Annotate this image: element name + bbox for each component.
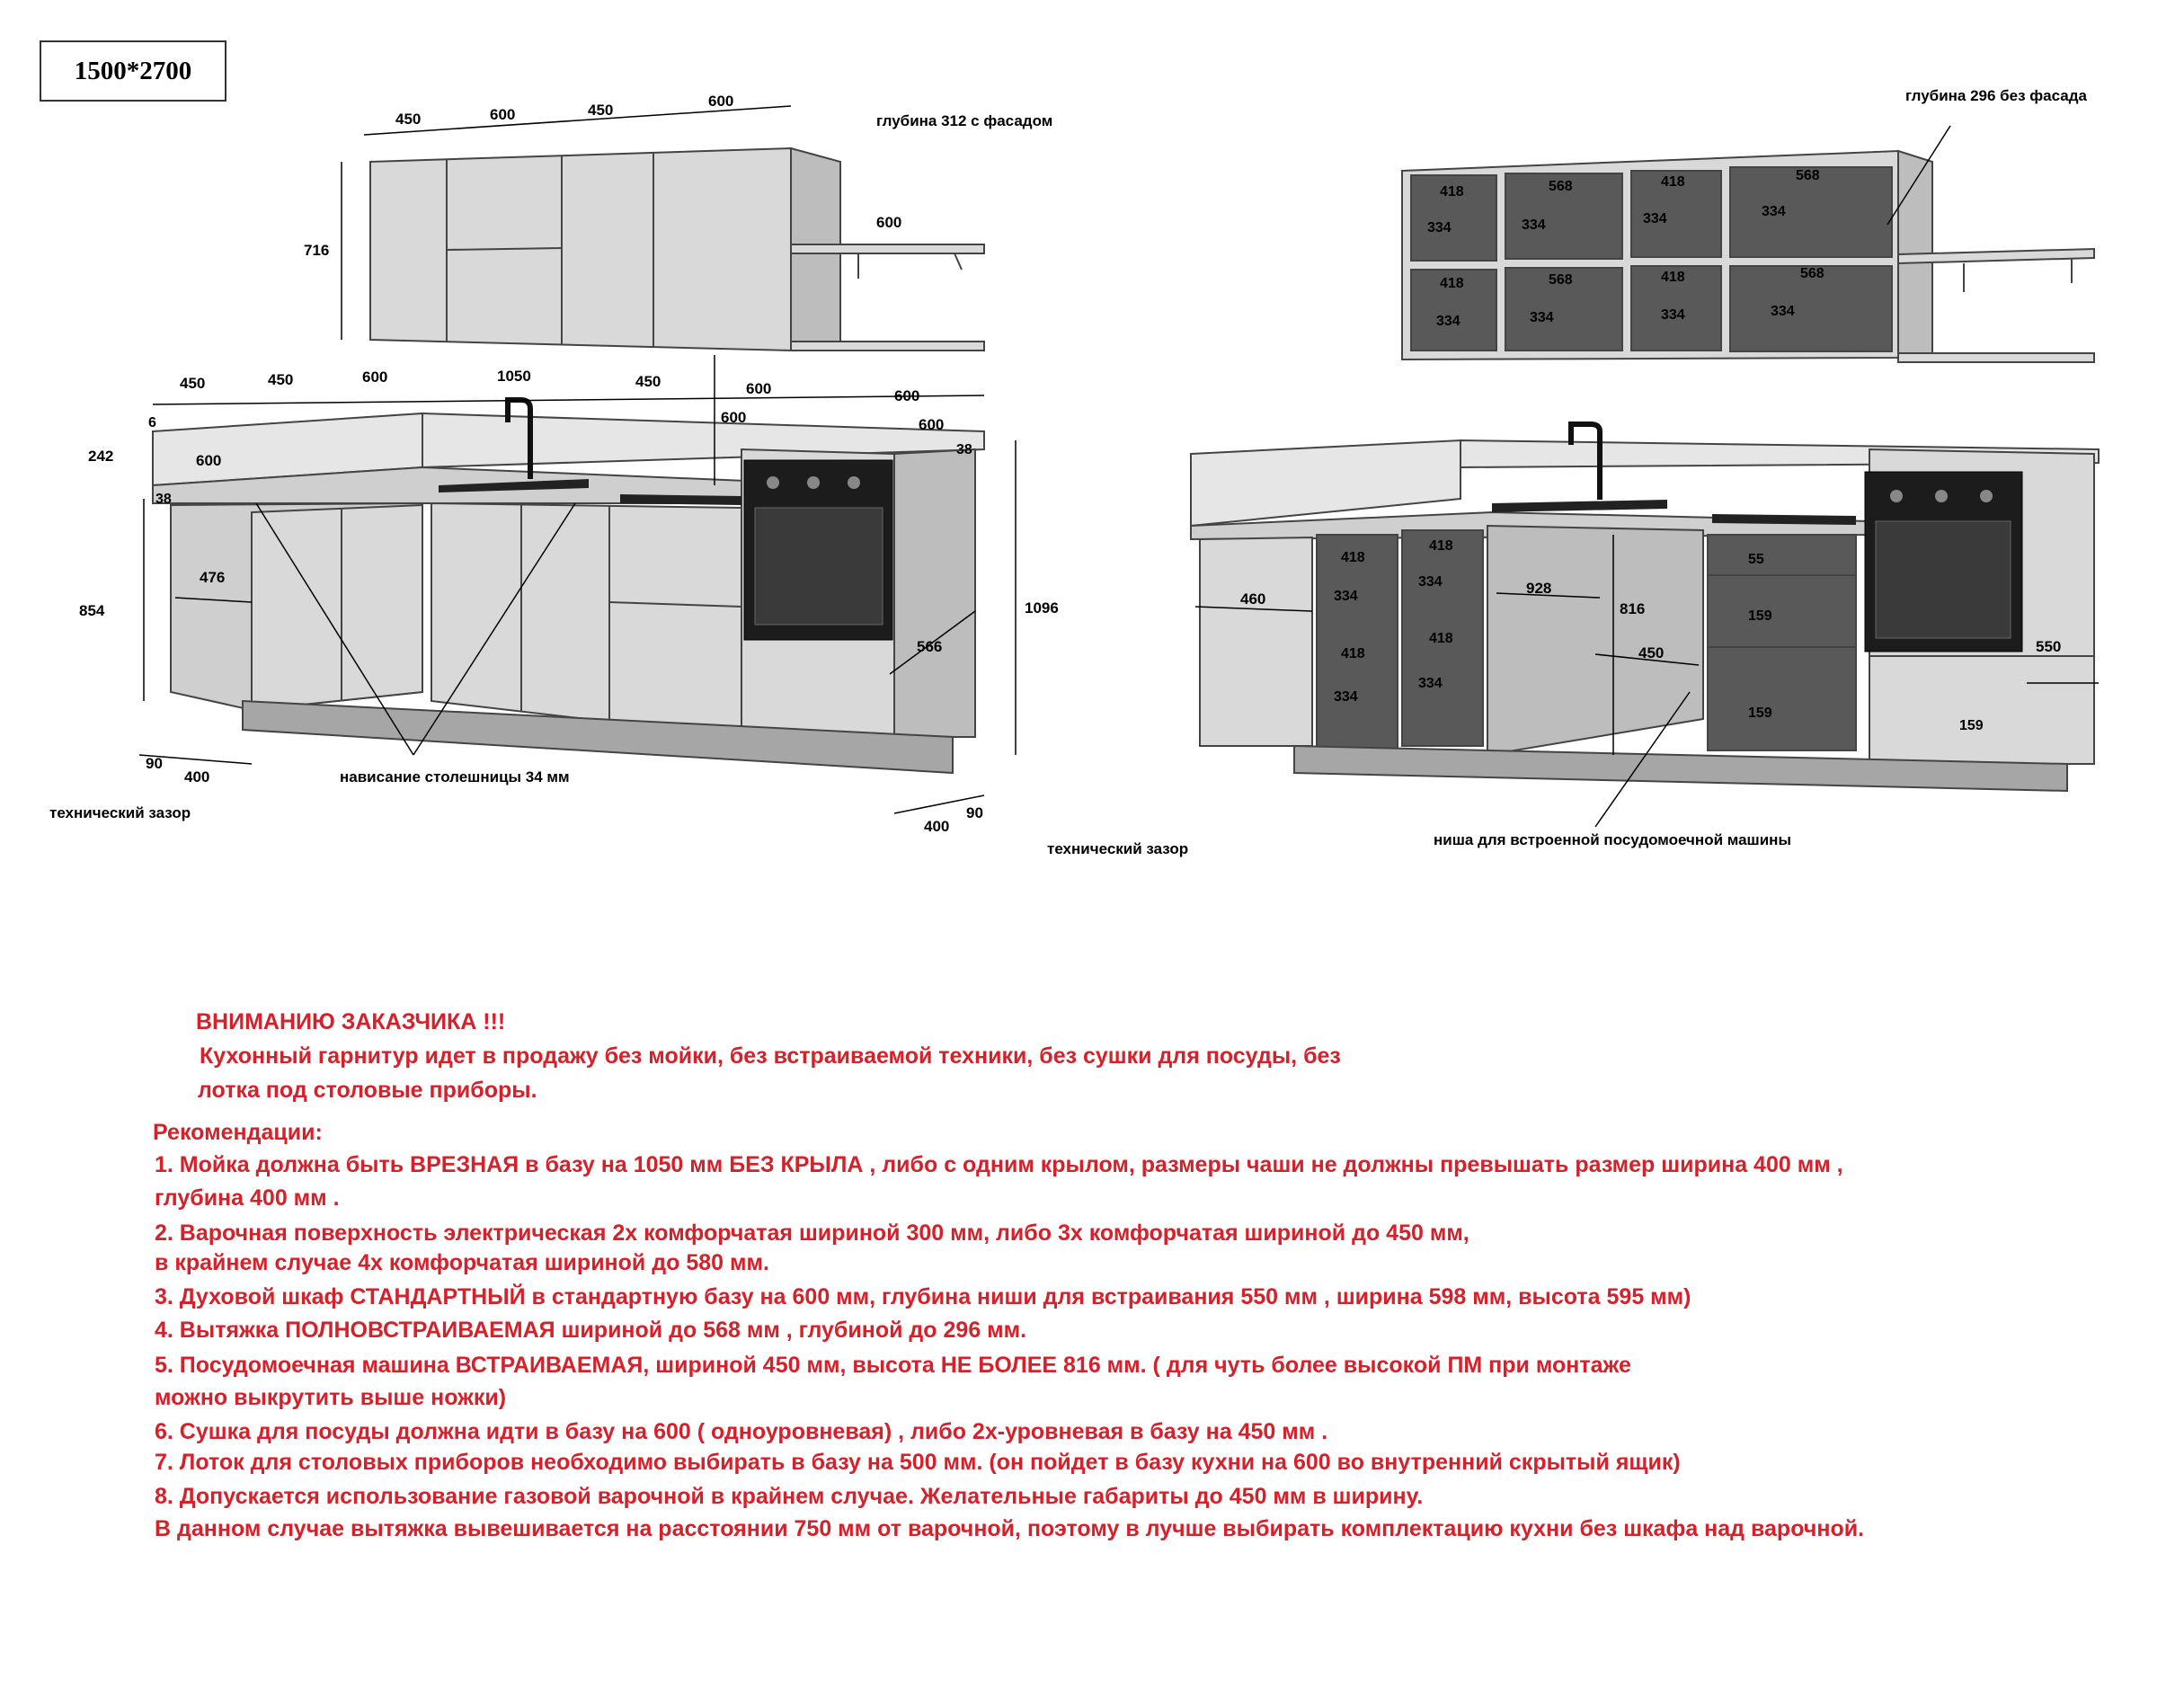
- notice-line-1: Кухонный гарнитур идет в продажу без мойки, без встраиваемой техники, без сушки для посуды, без: [200, 1043, 1341, 1069]
- gap-note-left: технический зазор: [49, 804, 191, 821]
- base-dim-6: 334: [1334, 689, 1358, 705]
- right-depth-note: глубина 296 без фасада: [1905, 87, 2087, 104]
- upper-dim-2: 334: [1427, 220, 1452, 235]
- dim-6: 6: [148, 415, 156, 430]
- base-dim-1: 418: [1341, 550, 1365, 565]
- size-label: 1500*2700: [40, 40, 226, 102]
- dim-1096: 1096: [1025, 599, 1059, 617]
- upper-dim-8: 334: [1762, 204, 1786, 219]
- upper-dim-12: 334: [1530, 310, 1554, 325]
- dim-400-left: 400: [184, 768, 210, 785]
- rec-item: глубина 400 мм .: [155, 1185, 340, 1211]
- dim-450: 450: [1638, 644, 1665, 661]
- top-width-3: 600: [362, 368, 388, 386]
- rec-item: 5. Посудомоечная машина ВСТРАИВАЕМАЯ, шириной 450 мм, высота НЕ БОЛЕЕ 816 мм. ( для чуть более высокой ПМ при монтаже: [155, 1353, 1631, 1378]
- upper-dim-6: 334: [1643, 211, 1667, 226]
- right-oven: [1865, 472, 2022, 652]
- upper-dim-16: 334: [1771, 304, 1795, 319]
- oven-drawer-dim: 159: [1959, 718, 1984, 733]
- dim-928: 928: [1526, 580, 1552, 597]
- rec-item: можно выкрутить выше ножки): [155, 1385, 507, 1410]
- upper-dim-9: 418: [1440, 276, 1464, 291]
- upper-dim-4: 334: [1522, 217, 1546, 233]
- upper-width-1: 450: [395, 111, 422, 128]
- upper-dim-15: 568: [1800, 266, 1824, 281]
- right-hob: [1712, 514, 1856, 525]
- top-width-4: 1050: [497, 368, 531, 385]
- drawer-dim-3: 159: [1748, 706, 1772, 721]
- hob: [620, 494, 741, 505]
- rec-item: 6. Сушка для посуды должна идти в базу на 600 ( одноуровневая) , либо 2х-уровневая в базу на 450 мм .: [155, 1419, 1328, 1444]
- dishwasher-note: ниша для встроенной посудомоечной машины: [1434, 831, 1791, 848]
- dim-816: 816: [1620, 600, 1646, 617]
- dim-600-left: 600: [196, 452, 222, 469]
- dim-90-right: 90: [966, 804, 983, 821]
- base-dim-5: 418: [1341, 646, 1365, 661]
- drawer-dim-1: 55: [1748, 552, 1764, 567]
- dim-600-right: 600: [919, 416, 945, 433]
- upper-width-4: 600: [708, 93, 734, 110]
- upper-height: 716: [304, 242, 330, 259]
- upper-dim-14: 334: [1661, 307, 1685, 323]
- rec-item: 8. Допускается использование газовой варочной в крайнем случае. Желательные габариты до 450 мм в ширину.: [155, 1484, 1424, 1509]
- dim-476: 476: [200, 569, 226, 586]
- left-kitchen-view: [49, 93, 1188, 857]
- dim-38-right: 38: [956, 442, 972, 457]
- top-width-6: 600: [746, 380, 772, 397]
- rec-item: В данном случае вытяжка вывешивается на расстоянии 750 мм от варочной, поэтому в лучше выбирать комплектацию кухни без шкафа над варочной.: [155, 1516, 1865, 1541]
- dim-550: 550: [2036, 638, 2062, 655]
- drawer-dim-2: 159: [1748, 608, 1772, 624]
- shelf-width: 600: [876, 214, 902, 231]
- rec-item: 1. Мойка должна быть ВРЕЗНАЯ в базу на 1050 мм БЕЗ КРЫЛА , либо с одним крылом, размеры чаши не должны превышать размер ширина 400 мм ,: [155, 1152, 1843, 1177]
- top-width-1: 450: [180, 375, 206, 392]
- dim-400-right: 400: [924, 818, 950, 835]
- rec-item: 4. Вытяжка ПОЛНОВСТРАИВАЕМАЯ шириной до 568 мм , глубиной до 296 мм.: [155, 1318, 1027, 1343]
- rec-item: 2. Варочная поверхность электрическая 2х комфорчатая шириной 300 мм, либо 3х комфорчатая шириной до 450 мм,: [155, 1220, 1469, 1246]
- base-dim-3: 418: [1429, 538, 1453, 554]
- upper-dim-11: 568: [1549, 272, 1573, 288]
- rec-item: 3. Духовой шкаф СТАНДАРТНЫЙ в стандартную базу на 600 мм, глубина ниши для встраивания 550 мм , ширина 598 мм, высота 595 мм): [155, 1284, 1691, 1309]
- top-width-5: 450: [635, 373, 661, 390]
- base-dim-7: 418: [1429, 631, 1453, 646]
- upper-dim-10: 334: [1436, 314, 1460, 329]
- base-dim-4: 334: [1418, 574, 1443, 590]
- base-dim-8: 334: [1418, 676, 1443, 691]
- right-sink: [1492, 424, 1667, 512]
- rec-item: в крайнем случае 4х комфорчатая шириной до 580 мм.: [155, 1250, 769, 1275]
- notice-line-2: лотка под столовые приборы.: [198, 1078, 537, 1103]
- dim-854: 854: [79, 602, 105, 619]
- right-kitchen-view: [1191, 87, 2099, 848]
- dim-38-left: 38: [155, 492, 172, 507]
- dim-460: 460: [1240, 590, 1266, 608]
- upper-cabinets: [370, 148, 840, 351]
- upper-dim-7: 568: [1796, 168, 1820, 183]
- dim-242: 242: [88, 448, 114, 465]
- upper-width-3: 450: [588, 102, 614, 119]
- upper-dim-13: 418: [1661, 270, 1685, 285]
- dim-90-left: 90: [146, 755, 163, 772]
- upper-dim-3: 568: [1549, 179, 1573, 194]
- rec-item: 7. Лоток для столовых приборов необходимо выбирать в базу на 500 мм. (он пойдет в базу кухни на 600 во внутренний скрытый ящик): [155, 1450, 1681, 1475]
- notice-title: ВНИМАНИЮ ЗАКАЗЧИКА !!!: [196, 1009, 506, 1034]
- oven: [744, 460, 892, 640]
- overhang-note: нависание столешницы 34 мм: [340, 768, 570, 785]
- upper-width-2: 600: [490, 106, 516, 123]
- upper-dim-5: 418: [1661, 174, 1685, 190]
- gap-note-right: технический зазор: [1047, 840, 1189, 857]
- base-dim-2: 334: [1334, 589, 1358, 604]
- top-width-2: 450: [268, 371, 294, 388]
- upper-depth-note: глубина 312 с фасадом: [876, 112, 1053, 129]
- top-width-7: 600: [894, 387, 920, 404]
- dim-566: 566: [917, 638, 943, 655]
- upper-dim-1: 418: [1440, 184, 1464, 200]
- recommendations-title: Рекомендации:: [153, 1120, 323, 1145]
- dim-600-gap: 600: [721, 409, 747, 426]
